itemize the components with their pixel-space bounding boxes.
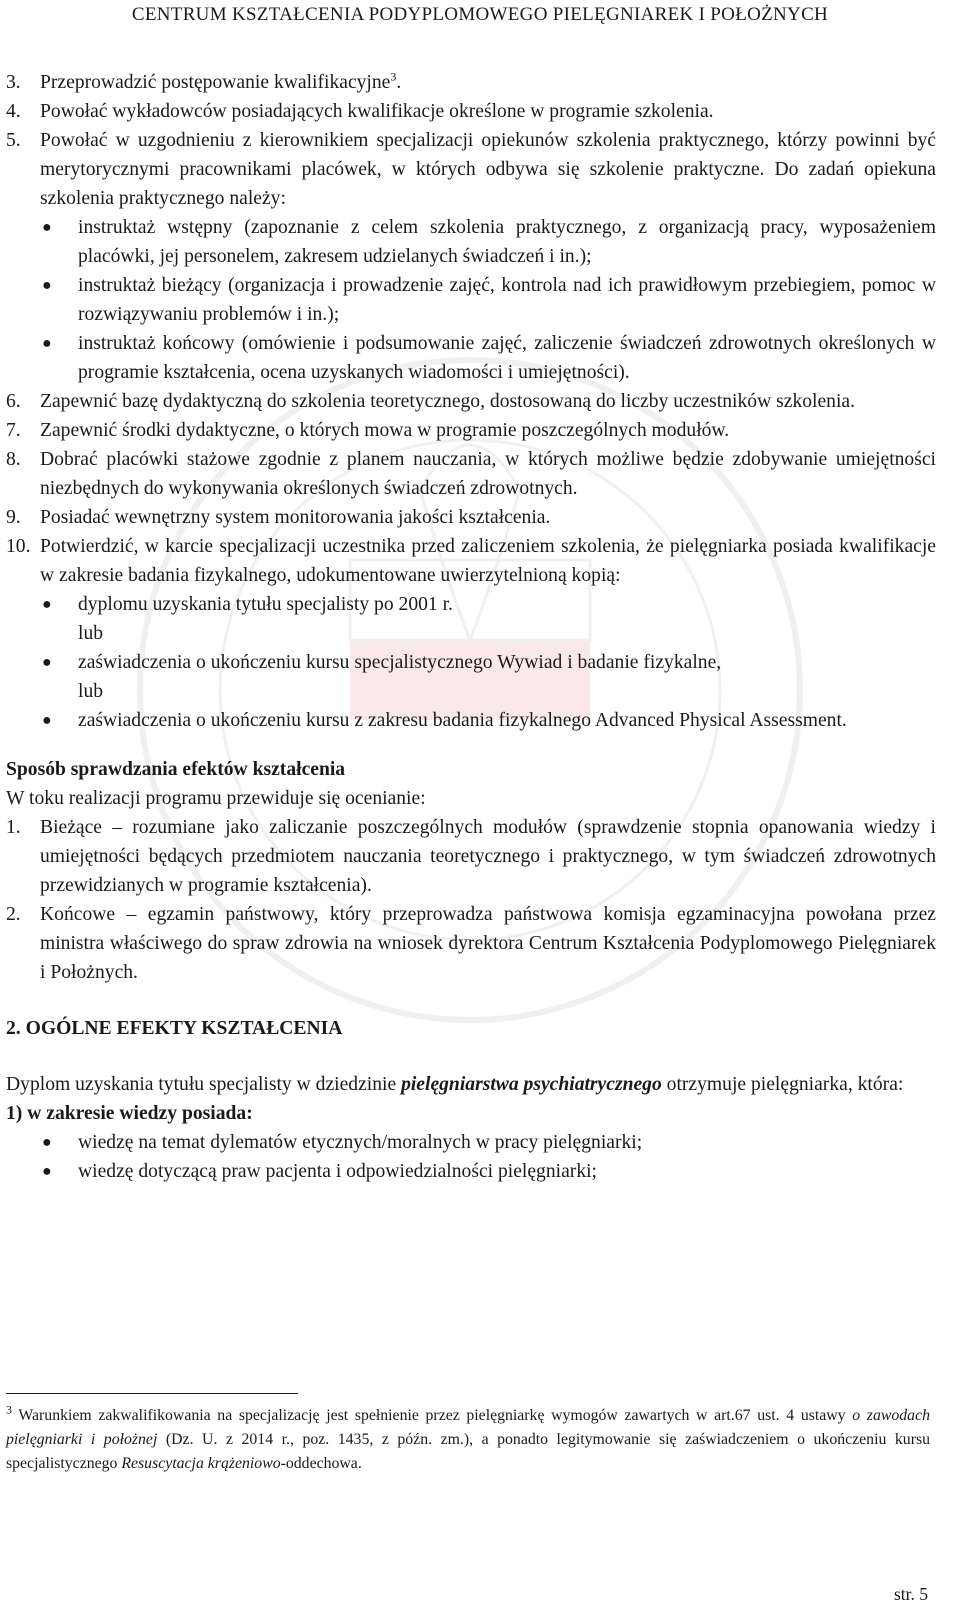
bullet-dot-icon: ● [42,654,52,671]
section-heading-assessment: Sposób sprawdzania efektów kształcenia [6,759,346,780]
list-item-8: 8. Dobrać placówki stażowe zgodnie z planem nauczania, w których możliwe będzie zdobywanie umiejętności niezbędnych do wykonywania określonych świadczeń zdrowotnych. [6,449,936,499]
or-connector: lub [78,623,104,644]
bullet-item: ● instruktaż końcowy (omówienie i podsumowanie zajęć, zaliczenie świadczeń zdrowotnych określonych w programie kształcenia, ocena uzyskanych wiadomości i umiejętności). [40,329,936,387]
bullet-dot-icon: ● [42,596,52,613]
list-item-5: 5. Powołać w uzgodnieniu z kierownikiem specjalizacji opiekunów szkolenia praktycznego, którzy powinni być merytorycznymi pracownikami placówek, w których odbywa się szkolenie praktyczne. Do zadań opiekuna szkolenia praktycznego należy: [6,130,936,209]
footnote-ref: 3 [390,69,397,84]
assessment-item-2: 2. Końcowe – egzamin państwowy, który przeprowadza państwowa komisja egzaminacyjna powołana przez ministra właściwego do spraw zdrowia na wniosek dyrektora Centrum Kształcenia Podyplomowego Pielęgniarek i Położnych. [6,904,936,983]
section-heading-general-outcomes: 2. OGÓLNE EFEKTY KSZTAŁCENIA [6,1018,343,1039]
document-body [6,68,936,1186]
list-item-4: 4. Powołać wykładowców posiadających kwalifikacje określone w programie szkolenia. [6,101,714,122]
bullet-item: ● wiedzę dotyczącą praw pacjenta i odpowiedzialności pielęgniarki; [40,1157,936,1186]
footnote-separator [6,1393,298,1394]
or-connector: lub [78,681,104,702]
bullet-dot-icon: ● [42,1134,52,1151]
page-number: str. 5 [893,1584,928,1604]
assessment-item-1: 1. Bieżące – rozumiane jako zaliczanie poszczególnych modułów (sprawdzenie stopnia opanowania wiedzy i umiejętności będących przedmiotem nauczania teoretycznego i praktycznego, w tym świadczeń zdrowotnych przewidzianych w programie kształcenia). [6,817,936,896]
list-item-9: 9. Posiadać wewnętrzny system monitorowania jakości kształcenia. [6,507,551,528]
bullet-item: ● instruktaż bieżący (organizacja i prowadzenie zajęć, kontrola nad ich prawidłowym przebiegiem, pomoc w rozwiązywaniu problemów i in.); [40,271,936,329]
footnote: $^3$ Warunkiem zakwalifikowania na specjalizację jest spełnienie przez pielęgniarkę wymogów zawartych w art.67 ust. 4 ustawy o zawodach pielęgniarki i położnej (Dz. U. z 2014 r., poz. 1435, z późn. zm.), a ponadto legitymowanie się zaświadczeniem o ukończeniu kursu specjalistycznego Resuscytacja krążeniowo-oddechowa. [6,1402,930,1472]
list-item-6: 6. Zapewnić bazę dydaktyczną do szkolenia teoretycznego, dostosowaną do liczby uczestników szkolenia. [6,391,856,412]
subsection-heading-knowledge: 1) w zakresie wiedzy posiada: [6,1103,253,1124]
bullet-dot-icon: ● [42,712,52,729]
assessment-intro: W toku realizacji programu przewiduje się ocenianie: [6,788,426,809]
bullet-dot-icon: ● [42,1163,52,1180]
outcomes-intro: Dyplom uzyskania tytułu specjalisty w dziedzinie pielęgniarstwa psychiatrycznego otrzymuje pielęgniarka, która: [6,1074,904,1095]
page-header: CENTRUM KSZTAŁCENIA PODYPLOMOWEGO PIELĘGNIAREK I POŁOŻNYCH [131,4,829,25]
list-item-7: 7. Zapewnić środki dydaktyczne, o których mowa w programie poszczególnych modułów. [6,420,730,441]
bullet-item: ● zaświadczenia o ukończeniu kursu specjalistycznego Wywiad i badanie fizykalne, [40,648,936,677]
bullet-item: ● zaświadczenia o ukończeniu kursu z zakresu badania fizykalnego Advanced Physical Assessment. [40,706,936,735]
bullet-dot-icon: ● [42,219,52,236]
bullet-dot-icon: ● [42,277,52,294]
list-item-10: 10. Potwierdzić, w karcie specjalizacji uczestnika przed zaliczeniem szkolenia, że pielęgniarka posiada kwalifikacje w zakresie badania fizykalnego, udokumentowane uwierzytelnioną kopią: [6,536,936,586]
bullet-item: ● wiedzę na temat dylematów etycznych/moralnych w pracy pielęgniarki; [40,1128,936,1157]
bullet-item: ● dyplomu uzyskania tytułu specjalisty po 2001 r. [40,590,936,619]
bullet-item: ● instruktaż wstępny (zapoznanie z celem szkolenia praktycznego, z organizacją pracy, wyposażeniem placówki, jej personelem, zakresem udzielanych świadczeń i in.); [40,213,936,271]
list-item-3: 3. Przeprowadzić postępowanie kwalifikacyjne$^3$. [6,69,402,93]
bullet-dot-icon: ● [42,335,52,352]
